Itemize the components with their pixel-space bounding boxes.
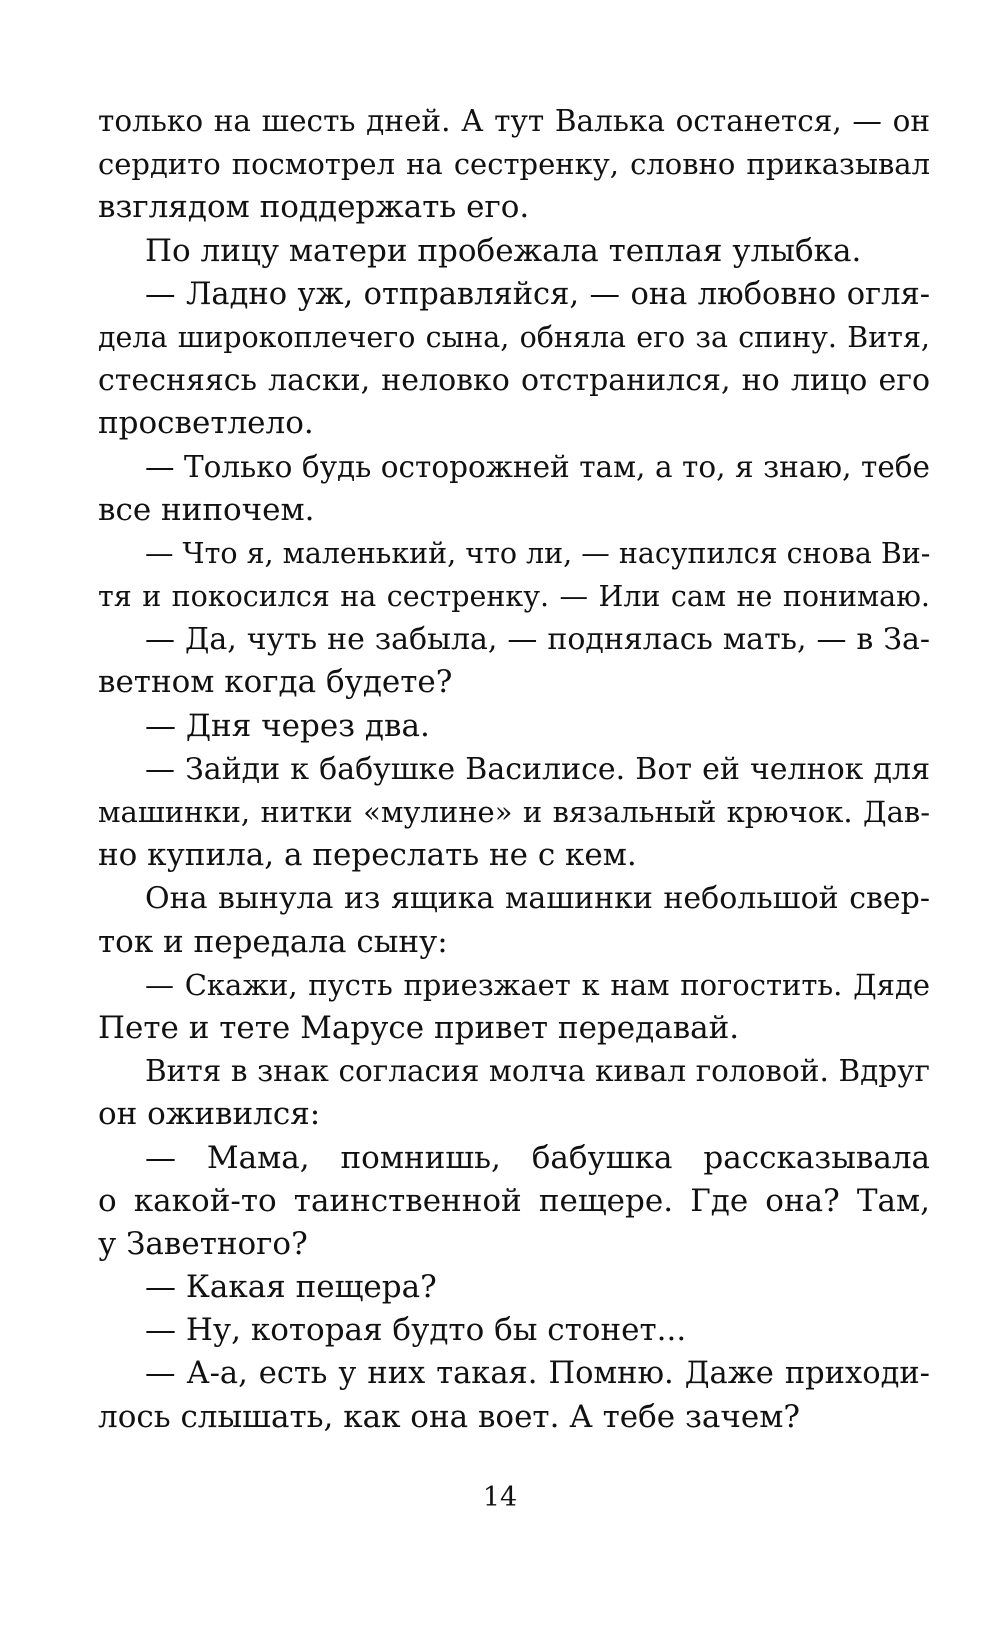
text-line: Пете и тете Марусе привет передавай. <box>98 1009 740 1046</box>
text-line: только на шесть дней. А тут Валька останется, — он <box>98 104 930 138</box>
text-line: лось слышать, как она воет. А тебе зачем? <box>98 1398 800 1435</box>
text-line: По лицу матери пробежала теплая улыбка. <box>145 232 862 269</box>
text-line: — Зайди к бабушке Василисе. Вот ей челнок для <box>145 751 930 787</box>
text-line: все нипочем. <box>98 491 315 528</box>
text-line: взглядом поддержать его. <box>98 189 530 226</box>
text-line: — Какая пещера? <box>145 1269 437 1306</box>
text-line: он оживился: <box>98 1096 321 1133</box>
text-line: — Только будь осторожней там, а то, я знаю, тебе <box>145 449 930 484</box>
text-line: машинки, нитки «мулине» и вязальный крючок. Дав- <box>98 795 930 829</box>
text-line: — Что я, маленький, что ли, — насупился снова Ви- <box>145 536 931 570</box>
text-line: дела широкоплечего сына, обняла его за спину. Витя, <box>98 320 930 354</box>
page-body <box>98 100 930 1439</box>
page-number: 14 <box>482 1482 518 1513</box>
text-line: сердито посмотрел на сестренку, словно приказывал <box>98 147 930 182</box>
text-line: — Мама, помнишь, бабушка рассказывала <box>145 1139 930 1176</box>
text-line: ток и передала сыну: <box>98 923 448 960</box>
text-line: о какой-то таинственной пещере. Где она? Там, <box>98 1182 930 1219</box>
text-line: — А-а, есть у них такая. Помню. Даже приходи- <box>145 1356 930 1392</box>
text-line: — Ладно уж, отправляйся, — она любовно огля- <box>145 276 930 312</box>
text-line: — Да, чуть не забыла, — поднялась мать, — в За- <box>145 622 930 658</box>
text-line: Она вынула из ящика машинки небольшой свер- <box>145 881 930 917</box>
text-line: — Скажи, пусть приезжает к нам погостить. Дяде <box>145 967 930 1002</box>
text-line: тя и покосился на сестренку. — Или сам не понимаю. <box>98 580 930 614</box>
text-line: но купила, а переслать не с кем. <box>98 837 637 874</box>
text-line: — Ну, которая будто бы стонет... <box>145 1312 687 1349</box>
text-line: ветном когда будете? <box>98 664 453 701</box>
text-line: — Дня через два. <box>145 707 430 744</box>
text-line: просветлело. <box>98 405 314 442</box>
text-line: стесняясь ласки, неловко отстранился, но лицо его <box>98 363 930 399</box>
text-line: Витя в знак согласия молча кивал головой. Вдруг <box>145 1054 930 1089</box>
text-line: у Заветного? <box>98 1225 308 1262</box>
